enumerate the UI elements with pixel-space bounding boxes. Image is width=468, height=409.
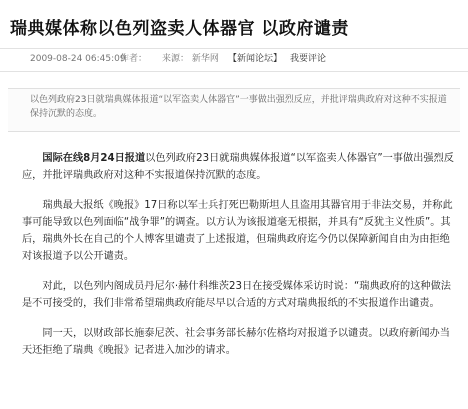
article-paragraph <box>22 150 456 184</box>
article-paragraph: 同一天，以财政部长施泰尼茨、社会事务部长赫尔佐格均对报道予以谴责。以政府新闻办当天还拒绝了瑞典《晚报》记者进入加沙的请求。 <box>22 328 450 356</box>
article-paragraph: 瑞典最大报纸《晚报》17日称以军士兵打死巴勒斯坦人且盗用其器官用于非法交易，并称此事可能导致以色列面临“战争罪”的调查。以方认为该报道毫无根据，并具有“反犹主义性质”。其后，瑞典外长在自己的个人博客里谴责了上述报道，但瑞典政府迄今仍以保障新闻自由为由拒绝对该报道予以公开谴责。 <box>22 200 453 262</box>
paragraph-text: 以色列政府23日就瑞典媒体报道“以军盗卖人体器官”一事做出强烈反应，并批评瑞典政府对这种不实报道保持沉默的态度。 <box>22 153 454 181</box>
article-body <box>22 150 456 372</box>
publish-time: 2009-08-24 06:45:09 <box>30 54 126 64</box>
article-paragraph: 对此，以色列内阁成员丹尼尔·赫什科维茨23日在接受媒体采访时说：“瑞典政府的这种做法是不可接受的，我们非常希望瑞典政府能尽早以合适的方式对瑞典报纸的不实报道作出谴责。 <box>22 281 451 309</box>
dateline: 国际在线8月24日报道 <box>42 153 146 164</box>
source-label: 来源： 新华网 <box>162 54 219 64</box>
comment-link[interactable]: 我要评论 <box>290 54 327 64</box>
page-title: 瑞典媒体称以色列盗卖人体器官 以政府谴责 <box>10 19 349 39</box>
article-meta <box>0 48 468 72</box>
author-label: 作者： <box>120 54 148 64</box>
news-forum-link[interactable]: 【新闻论坛】 <box>228 54 283 64</box>
article-summary: 以色列政府23日就瑞典媒体报道“以军盗卖人体器官”一事做出强烈反应，并批评瑞典政府对这种不实报道保持沉默的态度。 <box>8 88 460 132</box>
